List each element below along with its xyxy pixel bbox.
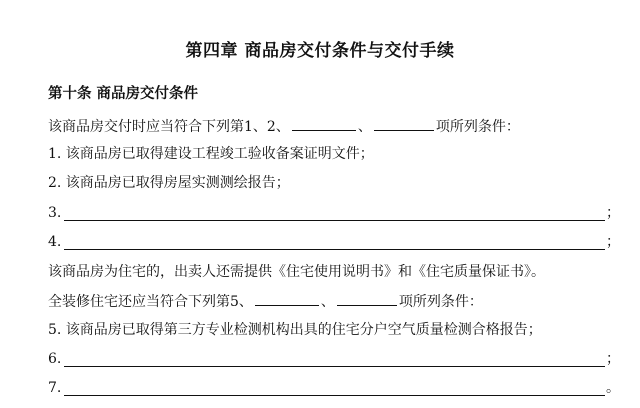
intro-suffix: 项所列条件：: [435, 119, 520, 135]
intro-line: [48, 115, 520, 137]
condition-item-6: [48, 349, 620, 369]
finished-intro-line: [48, 290, 483, 312]
finished-separator: 、: [320, 294, 335, 310]
item-3-number: 3.: [48, 205, 62, 221]
chapter-title: 第四章 商品房交付条件与交付手续: [185, 41, 455, 61]
item-7-number: 7.: [48, 380, 62, 396]
item-4-end: ；: [606, 234, 620, 250]
item-6-blank[interactable]: [64, 365, 605, 367]
condition-item-1: 1. 该商品房已取得建设工程竣工验收备案证明文件；: [48, 146, 374, 162]
condition-item-5: 5. 该商品房已取得第三方专业检测机构出具的住宅分户空气质量检测合格报告；: [48, 322, 542, 338]
article-title: 第十条 商品房交付条件: [48, 86, 199, 102]
condition-item-7: [48, 378, 620, 398]
item-6-number: 6.: [48, 351, 62, 367]
condition-blank-2[interactable]: [374, 115, 434, 131]
condition-item-3: [48, 203, 620, 223]
item-4-blank[interactable]: [64, 248, 605, 250]
intro-prefix: 该商品房交付时应当符合下列第1、2、: [48, 119, 290, 135]
item-4-number: 4.: [48, 234, 62, 250]
finished-blank-1[interactable]: [255, 290, 319, 306]
item-7-blank[interactable]: [64, 394, 605, 396]
intro-separator: 、: [357, 119, 372, 135]
item-3-end: ；: [606, 205, 620, 221]
finished-prefix: 全装修住宅还应当符合下列第5、: [48, 294, 253, 310]
condition-item-4: [48, 232, 620, 252]
finished-suffix: 项所列条件：: [398, 294, 483, 310]
item-7-end: 。: [606, 380, 620, 396]
item-6-end: ；: [606, 351, 620, 367]
residential-note: 该商品房为住宅的，出卖人还需提供《住宅使用说明书》和《住宅质量保证书》。: [48, 264, 545, 280]
item-3-blank[interactable]: [64, 219, 605, 221]
condition-item-2: 2. 该商品房已取得房屋实测测绘报告；: [48, 175, 290, 191]
finished-blank-2[interactable]: [337, 290, 397, 306]
condition-blank-1[interactable]: [292, 115, 356, 131]
